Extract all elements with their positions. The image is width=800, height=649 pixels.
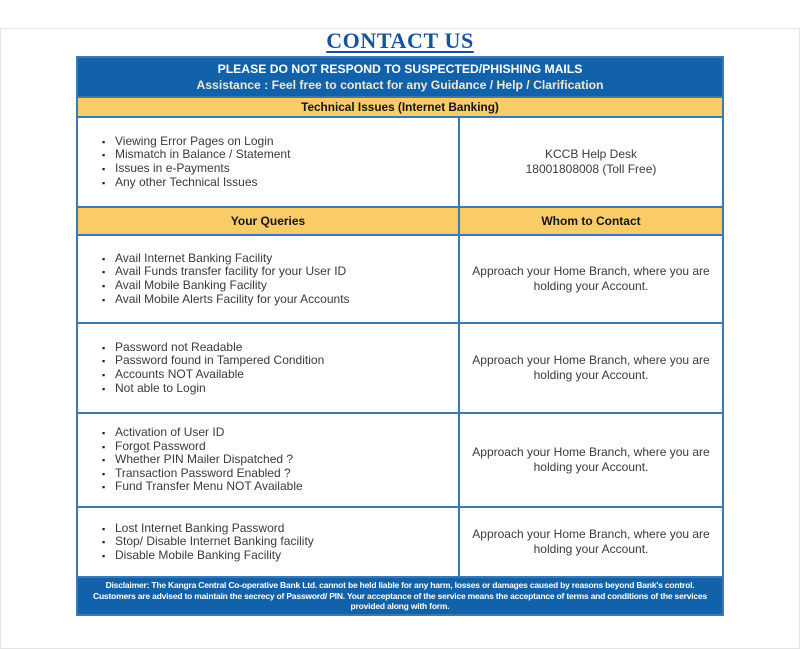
query-item: ▪ Avail Mobile Banking Facility [102,279,350,293]
query-item: ▪ Avail Funds transfer facility for your User ID [102,265,350,279]
phishing-warning-text: PLEASE DO NOT RESPOND TO SUSPECTED/PHISHING MAILS [217,61,583,76]
queries-cell [78,508,460,576]
technical-issue-item: ▪ Any other Technical Issues [102,176,290,190]
query-item: ▪ Forgot Password [102,440,303,454]
query-row [78,322,722,412]
technical-issue-item: ▪ Issues in e-Payments [102,162,290,176]
query-item: ▪ Disable Mobile Banking Facility [102,549,314,563]
query-item: ▪ Whether PIN Mailer Dispatched ? [102,453,303,467]
technical-issues-cell [78,118,460,206]
contact-cell: Approach your Home Branch, where you are holding your Account. [472,264,710,293]
assistance-text: Assistance : Feel free to contact for any Guidance / Help / Clarification [196,77,604,92]
query-item: ▪ Lost Internet Banking Password [102,522,314,536]
query-row [78,234,722,322]
disclaimer-bar: Disclaimer: The Kangra Central Co-operative Bank Ltd. cannot be held liable for any harm, losses or damages caused by reasons beyond Bank's control. Customers are advised to maintain the secrecy of Password/ PIN. Your acceptance of the service means the acceptance of terms and conditions of the services provided along with form. [78,576,722,614]
technical-issues-list [78,135,290,189]
column-header-whom-to-contact: Whom to Contact [541,213,641,228]
contact-cell: Approach your Home Branch, where you are holding your Account. [472,353,710,382]
contact-table [76,56,724,616]
query-item: ▪ Avail Mobile Alerts Facility for your Accounts [102,293,350,307]
phishing-notice-banner [78,58,722,96]
queries-cell [78,414,460,506]
helpdesk-name: KCCB Help Desk [544,147,638,161]
query-item: ▪ Stop/ Disable Internet Banking facility [102,535,314,549]
queries-list [78,426,303,494]
query-item: ▪ Avail Internet Banking Facility [102,252,350,266]
table-header-row [78,206,722,234]
query-item: ▪ Accounts NOT Available [102,368,324,382]
contact-cell: Approach your Home Branch, where you are holding your Account. [472,527,710,556]
queries-cell [78,324,460,412]
query-item: ▪ Transaction Password Enabled ? [102,467,303,481]
query-row [78,412,722,506]
contact-cell: Approach your Home Branch, where you are holding your Account. [472,445,710,474]
query-rows-container [78,234,722,576]
query-item: ▪ Password found in Tampered Condition [102,354,324,368]
query-item: ▪ Fund Transfer Menu NOT Available [102,480,303,494]
contact-us-page [0,28,800,616]
query-row [78,506,722,576]
column-header-your-queries: Your Queries [78,208,460,234]
query-item: ▪ Not able to Login [102,382,324,396]
page-title: CONTACT US [326,28,474,53]
query-item: ▪ Password not Readable [102,341,324,355]
queries-list [78,341,324,395]
technical-issue-item: ▪ Mismatch in Balance / Statement [102,148,290,162]
query-item: ▪ Activation of User ID [102,426,303,440]
technical-issue-item: ▪ Viewing Error Pages on Login [102,135,290,149]
technical-issues-row [78,118,722,206]
technical-issues-banner: Technical Issues (Internet Banking) [78,96,722,118]
queries-list [78,522,314,563]
helpdesk-tollfree-number: 18001808008 (Toll Free) [525,162,657,176]
helpdesk-cell [460,118,722,206]
queries-list [78,252,350,306]
queries-cell [78,236,460,322]
